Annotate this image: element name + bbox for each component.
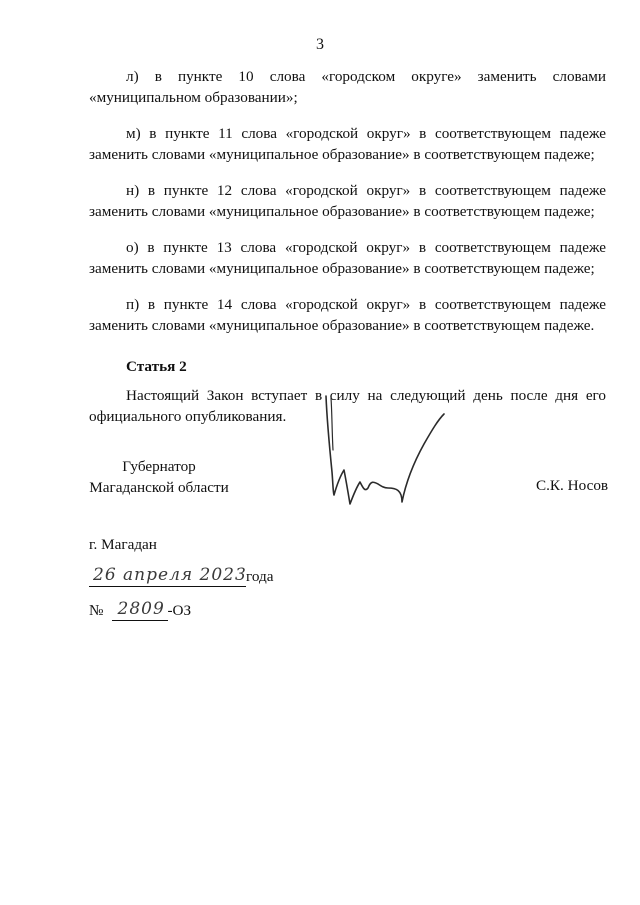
amendment-item-o: о) в пункте 13 слова «городской округ» в соответствующем падеже заменить словами «муниципальное образование» в соответствующем падеже; — [89, 239, 606, 277]
governor-name: С.К. Носов — [536, 477, 609, 494]
date-line — [89, 566, 273, 587]
document-body — [89, 66, 606, 427]
number-prefix: № — [89, 602, 104, 619]
amendment-item-p: п) в пункте 14 слова «городской округ» в соответствующем падеже заменить словами «муниципальное образование» в соответствующем падеже. — [89, 296, 606, 334]
handwritten-date: 26 апреля 2023 — [93, 565, 247, 585]
handwritten-signature — [318, 392, 448, 522]
place-of-signing: г. Магадан — [89, 536, 157, 553]
amendment-item-n: н) в пункте 12 слова «городской округ» в соответствующем падеже заменить словами «муниципальное образование» в соответствующем падеже; — [89, 182, 606, 220]
handwritten-number: 2809 — [117, 599, 165, 619]
page-number: 3 — [316, 36, 324, 53]
amendment-item-l: л) в пункте 10 слова «городском округе» заменить словами «муниципальном образовании»; — [89, 68, 606, 106]
article-2-text: Настоящий Закон вступает в силу на следующий день после дня его официального опубликования. — [89, 387, 606, 425]
date-blank — [89, 566, 246, 587]
date-suffix: года — [246, 568, 274, 585]
number-suffix: -ОЗ — [167, 602, 192, 619]
signature-graphic — [318, 392, 448, 517]
governor-title-line2: Магаданской области — [89, 479, 229, 496]
amendment-item-m: м) в пункте 11 слова «городской округ» в соответствующем падеже заменить словами «муниципальное образование» в соответствующем падеже; — [89, 125, 606, 163]
governor-title — [89, 456, 229, 498]
article-2-heading: Статья 2 — [126, 358, 187, 375]
law-number-line — [89, 600, 191, 621]
governor-title-line1: Губернатор — [122, 458, 196, 475]
number-blank — [112, 600, 168, 621]
